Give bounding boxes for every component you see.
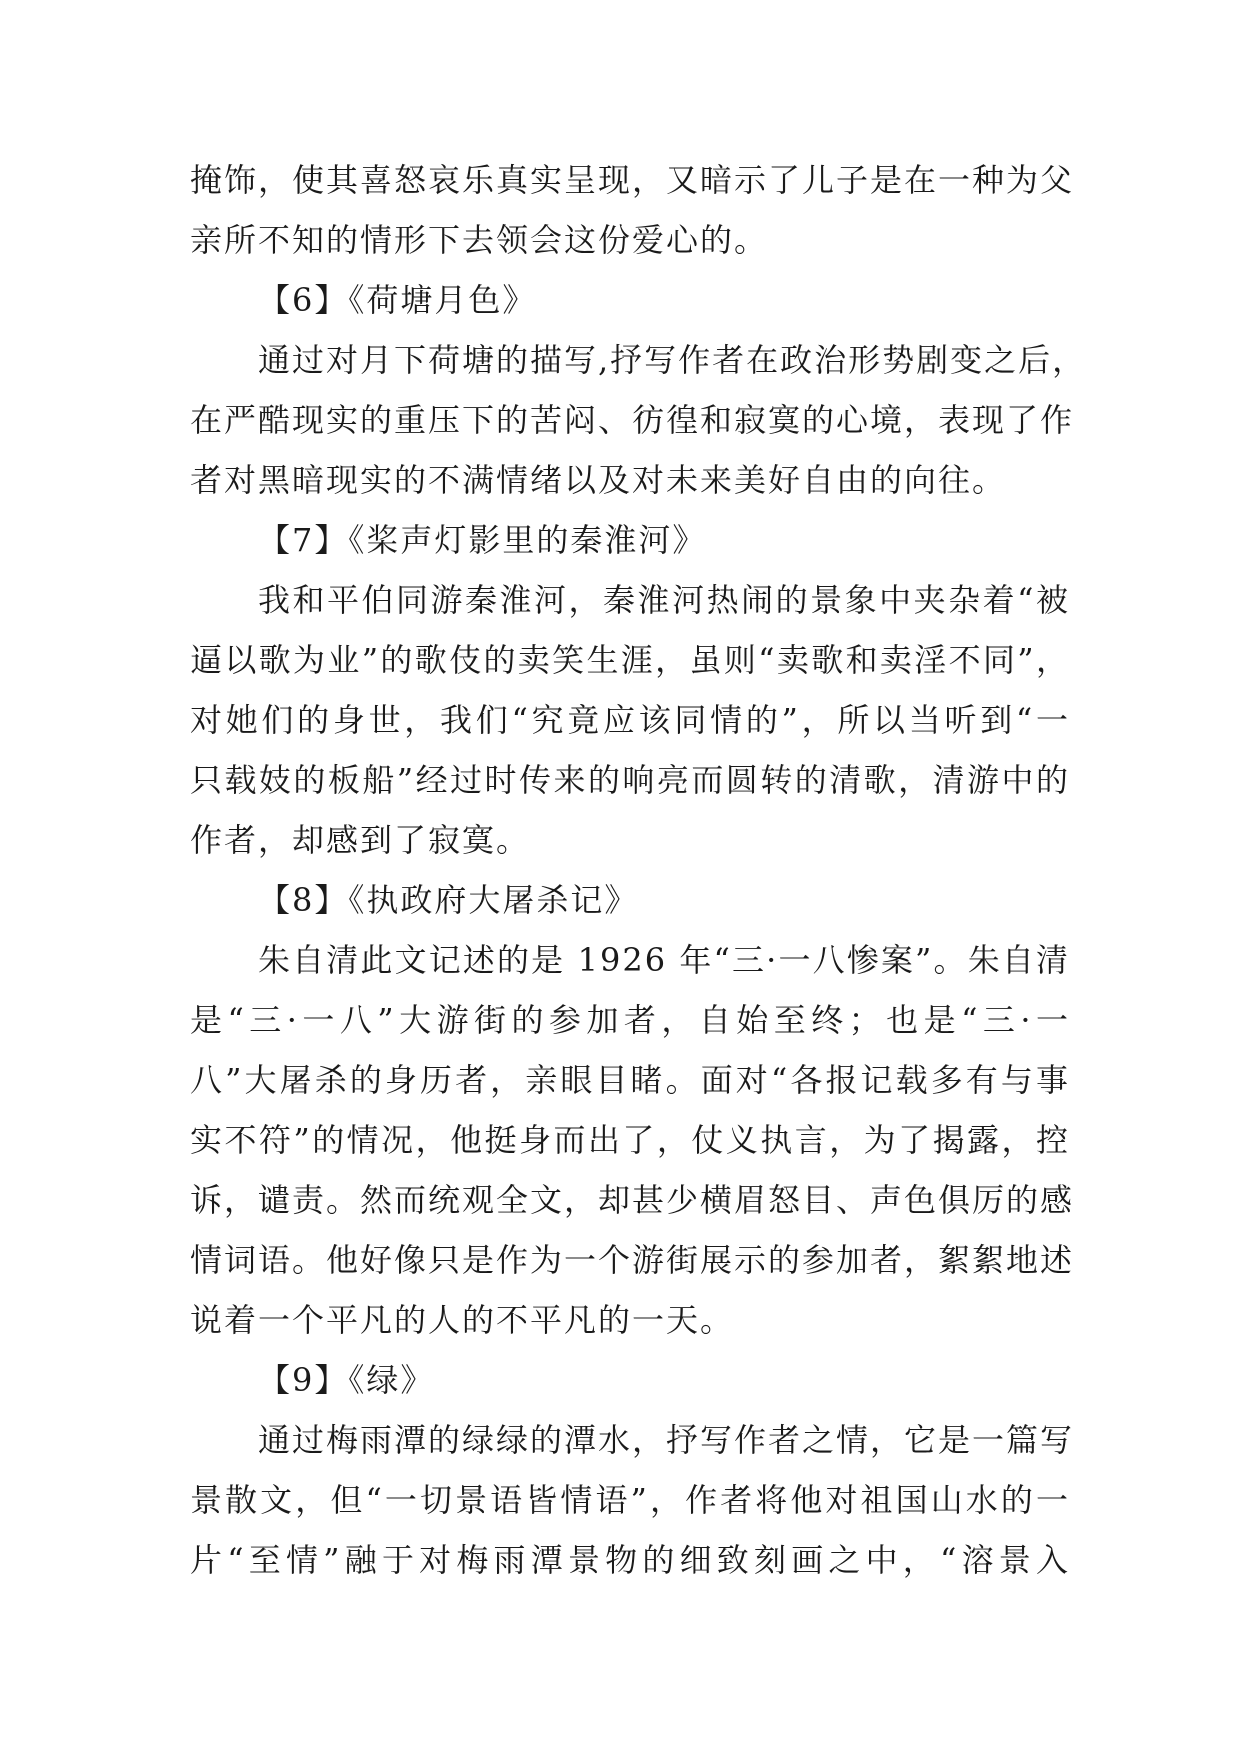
text-line: 掩饰，使其喜怒哀乐真实呈现，又暗示了儿子是在一种为父 (190, 161, 1075, 199)
text-line: 逼以歌为业”的歌伎的卖笑生涯，虽则“卖歌和卖淫不同”， (190, 641, 1070, 679)
text-line: 说着一个平凡的人的不平凡的一天。 (190, 1301, 735, 1339)
heading-text: 【9】《绿》 (258, 1361, 435, 1399)
text-line: 者对黑暗现实的不满情绪以及对未来美好自由的向往。 (190, 461, 1007, 499)
text-line: 八”大屠杀的身历者，亲眼目睹。面对“各报记载多有与事 (190, 1061, 1070, 1099)
text-line: 诉，谴责。然而统观全文，却甚少横眉怒目、声色俱厉的感 (190, 1181, 1075, 1219)
text-line: 通过对月下荷塘的描写,抒写作者在政治形势剧变之后， (258, 341, 1087, 379)
text-line: 景散文，但“一切景语皆情语”，作者将他对祖国山水的一 (190, 1481, 1070, 1519)
text-line: 我和平伯同游秦淮河，秦淮河热闹的景象中夹杂着“被 (258, 581, 1070, 619)
text-line: 只载妓的板船”经过时传来的响亮而圆转的清歌，清游中的 (190, 761, 1070, 799)
text-line: 通过梅雨潭的绿绿的潭水，抒写作者之情，它是一篇写 (258, 1421, 1075, 1459)
section-heading (190, 870, 1070, 930)
paragraph (190, 1410, 1075, 1590)
section-heading (190, 510, 1070, 570)
heading-text: 【6】《荷塘月色》 (258, 281, 537, 319)
text-line: 在严酷现实的重压下的苦闷、彷徨和寂寞的心境，表现了作 (190, 401, 1075, 439)
text-line: 朱自清此文记述的是 1926 年“三·一八惨案”。朱自清 (258, 941, 1070, 979)
text-line: 对她们的身世，我们“究竟应该同情的”，所以当听到“一 (190, 701, 1070, 739)
section-heading (190, 270, 1070, 330)
heading-text: 【8】《执政府大屠杀记》 (258, 881, 639, 919)
text-line: 亲所不知的情形下去领会这份爱心的。 (190, 221, 769, 259)
text-line: 片“至情”融于对梅雨潭景物的细致刻画之中，“溶景入 (190, 1541, 1070, 1579)
section-heading (190, 1350, 1070, 1410)
heading-text: 【7】《桨声灯影里的秦淮河》 (258, 521, 707, 559)
paragraph (190, 330, 1087, 510)
text-line: 是“三·一八”大游街的参加者，自始至终；也是“三·一 (190, 1001, 1070, 1039)
text-line: 实不符”的情况，他挺身而出了，仗义执言，为了揭露，控 (190, 1121, 1070, 1159)
paragraph (190, 930, 1075, 1350)
text-line: 情词语。他好像只是作为一个游街展示的参加者，絮絮地述 (190, 1241, 1075, 1279)
text-line: 作者，却感到了寂寞。 (190, 821, 531, 859)
paragraph (190, 570, 1070, 870)
document-body (190, 150, 1087, 1590)
paragraph (190, 150, 1075, 270)
